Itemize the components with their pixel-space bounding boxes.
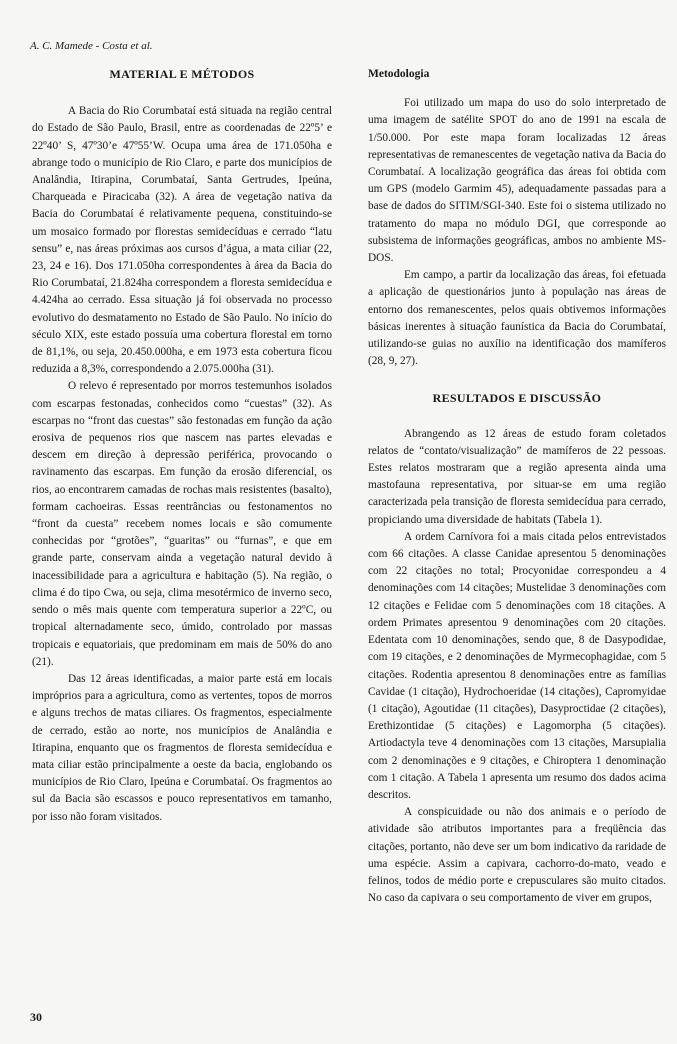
body-paragraph: Abrangendo as 12 áreas de estudo foram coletados relatos de “contato/visualização” de mamíferos de 22 pessoas. Estes relatos mostraram que a região apresenta ainda uma mastofauna representativa, por situar-se em uma região caracterizada pela transição de floresta semidecídua para cerrado, propiciando uma diversidade de habitats (Tabela 1). [368, 427, 666, 526]
body-paragraph: A conspicuidade ou não dos animais e o período de atividade são atributos importantes para a freqüência das citações, portanto, não deve ser um bom indicativo da raridade de uma espécie. Assim a capivara, cachorro-do-mato, veado e felinos, todos de médio porte e crepusculares são muito citados. No caso da capivara o seu comportamento de viver em grupos, [368, 806, 666, 905]
left-column [32, 66, 332, 826]
section-title-resultados: RESULTADOS E DISCUSSÃO [432, 391, 602, 406]
right-column [368, 66, 666, 907]
body-paragraph: O relevo é representado por morros testemunhos isolados com escarpas festonadas, conhecidos como “cuestas” (32). As escarpas no “front das cuestas” são festonadas em função da ação erosiva de pequenos rios que nascem nas partes elevadas e descem em direção à depressão periférica, provocando o ravinamento das escarpas. Em função da erosão diferencial, os rios, ao encontrarem camadas de rochas mais resistentes (basalto), formam cachoeiras. Essas reentrâncias ou festonamentos no “front da cuesta” recebem nomes locais e são comumente conhecidas por “grotões”, “guaritas” ou “furnas”, e que em grande parte, conservam ainda a vegetação natural devido à inacessibilidade para a agricultura e habitação (5). Na região, o clima é do tipo Cwa, ou seja, clima mesotérmico de inverno seco, sendo o mês mais quente com temperatura superior a 22ºC, ou tropical alternadamente seco, úmido, controlado por massas tropicais e equatoriais, que predominam em mais de 50% do ano (21). [32, 380, 332, 668]
body-paragraph: Das 12 áreas identificadas, a maior parte está em locais impróprios para a agricultura, como as vertentes, topos de morros e alguns trechos de matas ciliares. Os fragmentos, especialmente de cerrado, estão ao norte, nos municípios de Analândia e Itirapina, enquanto que os fragmentos de floresta semidecídua e mata ciliar estão principalmente a oeste da bacia, englobando os municípios de Rio Claro, Ipeúna e Corumbataí. Os fragmentos ao sul da Bacia são escassos e pouco representativos em tamanho, por isso não foram visitados. [32, 672, 332, 823]
section-title-material-metodos: MATERIAL E MÉTODOS [109, 67, 255, 81]
body-paragraph: A Bacia do Rio Corumbataí está situada na região central do Estado de São Paulo, Brasil, entre as coordenadas de 22º5’ e 22º40’ S, 47º30’e 47º55’W. Ocupa uma área de 171.050ha e abrange todo o município de Rio Claro, e parte dos municípios de Analândia, Itirapina, Corumbataí, Santa Gertrudes, Ipeúna, Charqueada e Piracicaba (32). A área de vegetação nativa da Bacia do Corumbataí é relativamente pequena, constituindo-se um mosaico formado por florestas semidecíduas e cerrado “latu sensu” e, nas áreas próximas aos cursos d’água, a mata ciliar (22, 23, 24 e 16). Dos 171.050ha correspondentes à área da Bacia do Rio Corumbataí, 21.824ha correspondem a floresta semidecídua e 4.424ha ao cerrado. Essa situação já foi observada no processo evolutivo do desmatamento no Estado de São Paulo. No início do século XIX, este estado possuía uma cobertura florestal em torno de 81,1%, ou seja, 20.450.000ha, e em 1973 esta cobertura ficou reduzida a 8,3%, correspondendo a 2.075.000ha (31). [32, 105, 332, 376]
body-paragraph: A ordem Carnívora foi a mais citada pelos entrevistados com 66 citações. A classe Canidae apresentou 5 denominações com 22 citações no total; Procyonidae correspondeu a 4 denominações com 14 citações; Mustelidae 3 denominações com 12 citações e Felidae com 5 denominações com 18 citações. A ordem Primates apresentou 9 denominações com 20 citações. Edentata com 10 denominações, sendo que, 8 de Dasypodidae, com 19 citações, e 2 denominações de Myrmecophagidae, com 5 citações. Rodentia apresentou 8 denominações entre as famílias Cavidae (1 citação), Hydrochoeridae (14 citações), Capromyidae (1 citação), Agoutidae (11 citações), Dasyproctidae (2 citações), Erethizontidae (5 citações) e Lagomorpha (5 citações). Artiodactyla teve 4 denominações com 13 citações, Marsupialia com 2 denominações e 9 citações, e Chiroptera 1 denominação com 1 citação. A Tabela 1 apresenta um resumo dos dados acima descritos. [368, 530, 666, 801]
running-head: A. C. Mamede - Costa et al. [30, 40, 153, 52]
body-paragraph: Foi utilizado um mapa do uso do solo interpretado de uma imagem de satélite SPOT do ano de 1991 na escala de 1/50.000. Por este mapa foram localizadas 12 áreas representativas de remanescentes de vegetação nativa da Bacia do Corumbataí. A localização geográfica das áreas foi obtida com um GPS (modelo Garmim 45), adequadamente passadas para a base de dados do SITIM/SGI-340. Este foi o sistema utilizado no tratamento do mapa no módulo DGI, que corresponde ao subsistema de informações geográficas, ambos no ambiente MS-DOS. [368, 97, 666, 265]
body-paragraph: Em campo, a partir da localização das áreas, foi efetuada a aplicação de questionários junto à população nas áreas de entorno dos remanescentes, pelos quais obtivemos informações básicas inerentes à situação faunística da Bacia do Corumbataí, utilizando-se guias no auxílio na identificação dos mamíferos (28, 9, 27). [368, 269, 666, 368]
subsection-title-metodologia: Metodologia [368, 68, 430, 80]
page-number: 30 [30, 1010, 42, 1024]
